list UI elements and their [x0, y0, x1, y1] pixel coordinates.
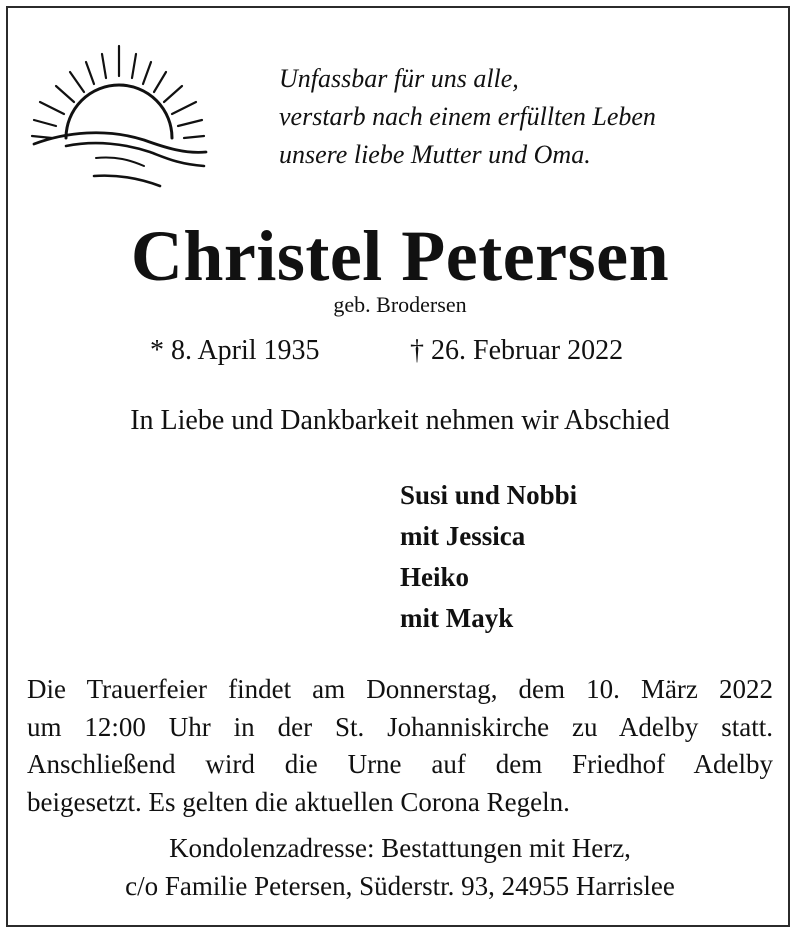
- mourner-line: Heiko: [400, 562, 470, 592]
- mourner-line: mit Mayk: [400, 603, 514, 633]
- maiden-name: geb. Brodersen: [333, 292, 467, 317]
- mourner-line: mit Jessica: [400, 521, 526, 551]
- intro-line: unsere liebe Mutter und Oma.: [279, 140, 591, 169]
- farewell-text: In Liebe und Dankbarkeit nehmen wir Abschied: [130, 405, 670, 436]
- address-line: Kondolenzadresse: Bestattungen mit Herz,: [169, 833, 631, 863]
- intro-line: verstarb nach einem erfüllten Leben: [279, 102, 656, 131]
- deceased-name: Christel Petersen: [130, 216, 670, 296]
- death-date: † 26. Februar 2022: [410, 335, 624, 366]
- service-line: Die Trauerfeier findet am Donnerstag, dem 10. März 2022: [27, 674, 773, 704]
- intro-text: [279, 60, 779, 174]
- birth-date: * 8. April 1935: [150, 335, 320, 366]
- mourner-line: Susi und Nobbi: [400, 480, 578, 510]
- service-line: um 12:00 Uhr in der St. Johanniskirche zu Adelby statt.: [27, 711, 773, 742]
- funeral-service-info: [27, 671, 773, 821]
- service-line: beigesetzt. Es gelten die aktuellen Corona Regeln.: [27, 786, 570, 817]
- service-line: Anschließend wird die Urne auf dem Friedhof Adelby: [27, 749, 773, 779]
- address-line: c/o Familie Petersen, Süderstr. 93, 24955 Harrislee: [125, 871, 675, 901]
- sunset-over-hills-icon: [26, 40, 216, 196]
- condolence-address: [0, 829, 800, 905]
- mourners-list: [400, 475, 577, 639]
- intro-line: Unfassbar für uns alle,: [279, 64, 519, 93]
